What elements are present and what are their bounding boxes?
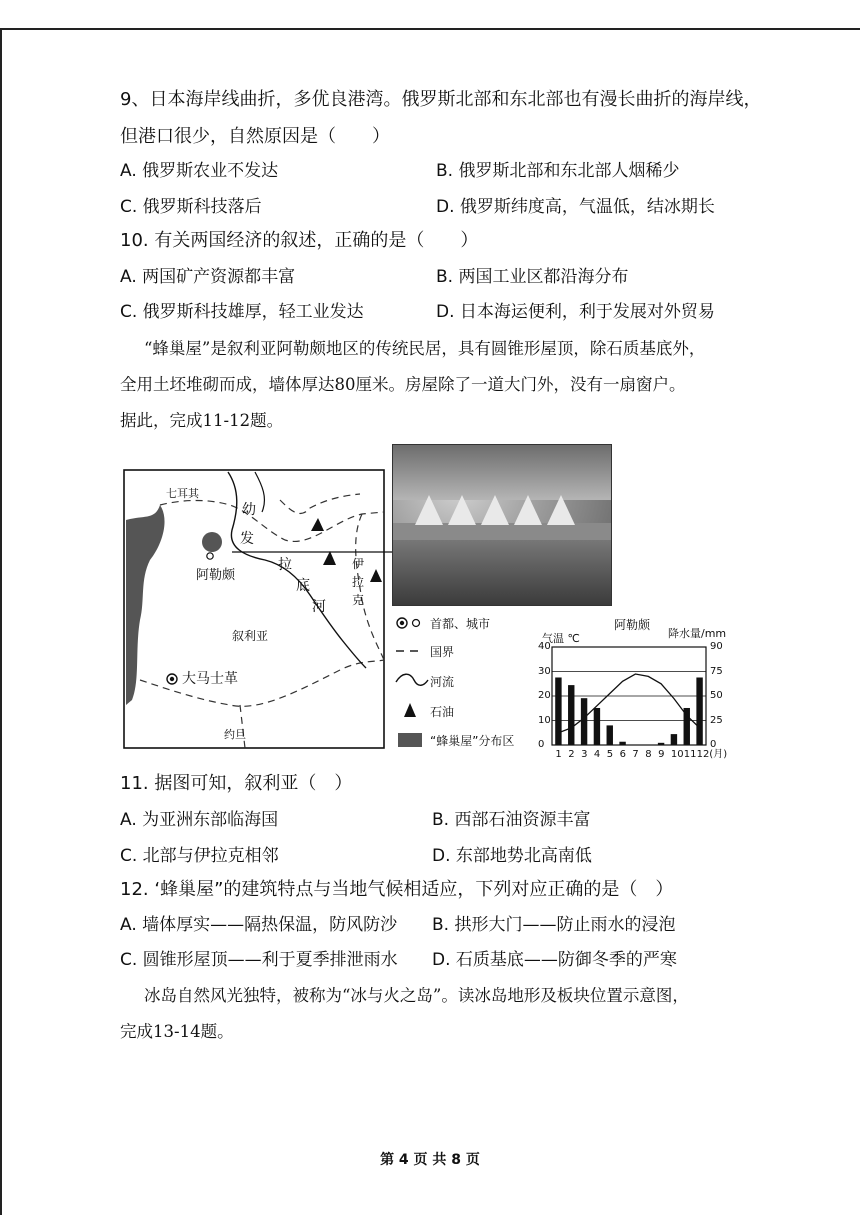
precip-tick-label: 90 — [710, 641, 723, 652]
map-label-jordan: 约旦 — [224, 728, 246, 741]
month-tick-label: 1 — [555, 749, 562, 760]
q10-option-d: D. 日本海运便利，利于发展对外贸易 — [436, 302, 715, 322]
aleppo-marker — [207, 553, 213, 559]
page-footer: 第 4 页 共 8 页 — [380, 1152, 480, 1168]
month-tick-label: 3 — [581, 749, 588, 760]
temp-tick-label: 10 — [538, 714, 551, 726]
precip-bar-6 — [619, 742, 625, 745]
map-label-iraq-3: 克 — [352, 593, 365, 607]
passage1-line1: “蜂巢屋”是叙利亚阿勒颇地区的传统民居，具有圆锥形屋顶，除石质基底外， — [144, 339, 706, 358]
precip-bar-9 — [658, 743, 664, 745]
precip-bar-12 — [696, 677, 702, 745]
month-tick-label: 5 — [606, 749, 614, 760]
legend-border: 国界 — [430, 645, 455, 659]
temp-tick-label: 0 — [538, 739, 545, 750]
oil-symbol-2 — [323, 551, 336, 565]
oil-symbol-1 — [311, 518, 324, 531]
precip-bar-2 — [568, 685, 574, 745]
precip-bar-11 — [684, 708, 690, 745]
month-tick-label: 10 — [670, 749, 684, 760]
map-label-iraq-2: 拉 — [352, 575, 365, 589]
passage1-line2: 全用土坯堆砌而成，墙体厚达80厘米。房屋除了一道大门外，没有一扇窗户。 — [120, 375, 686, 394]
q9-option-c: C. 俄罗斯科技落后 — [120, 197, 262, 217]
precip-bar-4 — [594, 708, 600, 745]
month-tick-label: 8 — [645, 749, 652, 760]
month-tick-label: 7 — [632, 749, 639, 760]
q9-stem-line1: 9、日本海岸线曲折，多优良港湾。俄罗斯北部和东北部也有漫长曲折的海岸线， — [120, 89, 762, 110]
map-label-euphrates-2: 发 — [240, 531, 254, 547]
climate-chart-axes — [552, 647, 706, 745]
map-label-euphrates-5: 河 — [312, 599, 326, 615]
month-tick-label: 11 — [683, 749, 697, 760]
page-frame-top — [0, 28, 860, 30]
map-label-turkey: 七耳其 — [166, 487, 199, 500]
damascus-marker — [167, 674, 177, 684]
q11-option-a: A. 为亚洲东部临海国 — [120, 810, 279, 830]
precip-tick-label: 50 — [710, 690, 723, 701]
q12-option-d: D. 石质基底——防御冬季的严寒 — [432, 950, 677, 970]
map-label-iraq-1: 伊 — [352, 557, 365, 571]
q11-option-c: C. 北部与伊拉克相邻 — [120, 846, 279, 866]
q9-stem-line2: 但港口很少，自然原因是（ ） — [120, 126, 390, 147]
map-label-euphrates-4: 底 — [296, 578, 310, 594]
temperature-line — [558, 674, 699, 733]
q10-option-c: C. 俄罗斯科技雄厚，轻工业发达 — [120, 302, 364, 322]
map-label-euphrates-1: 幼 — [242, 502, 256, 518]
q11-option-d: D. 东部地势北高南低 — [432, 846, 592, 866]
month-tick-label: 12(月) — [696, 749, 728, 760]
q9-option-b: B. 俄罗斯北部和东北部人烟稀少 — [436, 161, 680, 181]
passage1-line3: 据此，完成11-12题。 — [120, 411, 284, 430]
map-label-syria: 叙利亚 — [232, 629, 269, 643]
chart-ylabel-precip: 降水量/mm — [668, 627, 727, 640]
temp-tick-label: 30 — [538, 665, 551, 677]
q9-option-a: A. 俄罗斯农业不发达 — [120, 161, 279, 181]
map-label-aleppo: 阿勒颇 — [196, 568, 236, 583]
mediterranean-sea — [126, 505, 165, 705]
legend-oil: 石油 — [430, 705, 455, 719]
precip-bar-10 — [671, 734, 677, 745]
page-frame-left — [0, 28, 2, 1215]
q10-option-b: B. 两国工业区都沿海分布 — [436, 267, 629, 287]
precip-tick-label: 75 — [710, 665, 723, 677]
q12-option-c: C. 圆锥形屋顶——利于夏季排泄雨水 — [120, 950, 398, 970]
q10-option-a: A. 两国矿产资源都丰富 — [120, 267, 296, 287]
passage2-line2: 完成13-14题。 — [120, 1022, 234, 1041]
month-tick-label: 4 — [593, 749, 601, 760]
precip-tick-label: 25 — [710, 714, 723, 726]
precip-bar-1 — [555, 677, 561, 745]
q11-option-b: B. 西部石油资源丰富 — [432, 810, 591, 830]
precip-bar-5 — [607, 725, 613, 745]
q12-stem: 12. ‘蜂巢屋”的建筑特点与当地气候相适应，下列对应正确的是（ ） — [120, 879, 674, 900]
temp-tick-label: 40 — [538, 641, 551, 652]
oil-symbol-3 — [370, 569, 382, 582]
border-turkey — [160, 500, 384, 541]
map-label-damascus: 大马士革 — [182, 671, 238, 687]
temp-tick-label: 20 — [538, 690, 551, 701]
beehive-house-photo — [392, 444, 612, 606]
chart-ylabel-temp: 气温 ℃ — [542, 632, 580, 645]
legend-capital-city: 首都、城市 — [430, 617, 491, 631]
q12-option-b: B. 拱形大门——防止雨水的浸泡 — [432, 915, 676, 935]
q12-option-a: A. 墙体厚实——隔热保温，防风防沙 — [120, 915, 398, 935]
precip-bar-3 — [581, 698, 587, 745]
precip-tick-label: 0 — [710, 739, 717, 750]
q10-stem: 10. 有关两国经济的叙述，正确的是（ ） — [120, 230, 479, 251]
border-jordan — [140, 660, 384, 706]
q9-option-d: D. 俄罗斯纬度高，气温低，结冰期长 — [436, 197, 715, 217]
chart-title: 阿勒颇 — [614, 618, 651, 632]
legend-river: 河流 — [430, 675, 455, 689]
q11-stem: 11. 据图可知，叙利亚（ ） — [120, 773, 353, 794]
month-tick-label: 9 — [658, 749, 665, 760]
climate-chart-bars — [555, 677, 703, 745]
beehive-area-map — [202, 532, 222, 552]
month-tick-label: 6 — [619, 749, 626, 760]
passage2-line1: 冰岛自然风光独特，被称为“冰与火之岛”。读冰岛地形及板块位置示意图， — [144, 986, 689, 1005]
legend-beehive-area: “蜂巢屋”分布区 — [430, 734, 515, 748]
map-label-euphrates-3: 拉 — [278, 557, 292, 573]
month-tick-label: 2 — [568, 749, 575, 760]
